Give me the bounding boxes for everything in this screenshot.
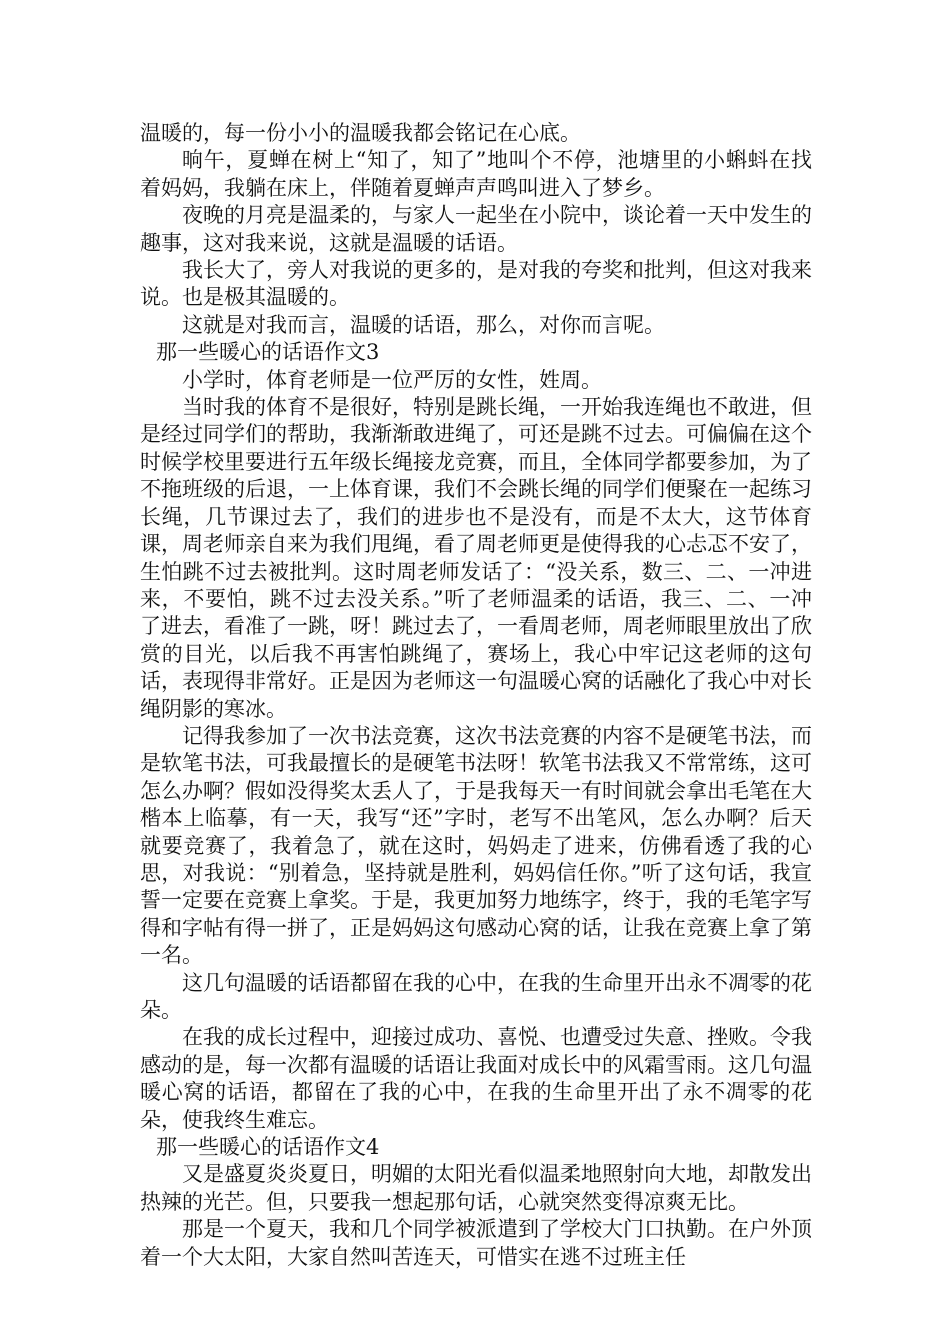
section-heading: 那一些暖心的话语作文4 (156, 1135, 380, 1160)
paragraph-continuation: 温暖的，每一份小小的温暖我都会铭记在心底。 (140, 121, 581, 145)
document-page (140, 120, 812, 1271)
paragraph: 我长大了，旁人对我说的更多的，是对我的夸奖和批判，但这对我来说。也是极其温暖的。 (140, 258, 812, 310)
paragraph: 夜晚的月亮是温柔的，与家人一起坐在小院中，谈论着一天中发生的趣事，这对我来说，这就是温暖的话语。 (140, 203, 812, 255)
paragraph: 晌午，夏蝉在树上“知了，知了”地叫个不停，池塘里的小蝌蚪在找着妈妈，我躺在床上，伴随着夏蝉声声鸣叫进入了梦乡。 (140, 148, 812, 200)
section-heading: 那一些暖心的话语作文3 (156, 340, 380, 365)
paragraph: 这就是对我而言，温暖的话语，那么，对你而言呢。 (182, 312, 665, 337)
paragraph: 小学时，体育老师是一位严厉的女性，姓周。 (182, 367, 602, 392)
paragraph: 在我的成长过程中，迎接过成功、喜悦、也遭受过失意、挫败。令我感动的是，每一次都有温暖的话语让我面对成长中的风霜雪雨。这几句温暖心窝的话语，都留在了我的心中，在我的生命里开出了永不凋零的花朵，使我终生难忘。 (140, 1025, 812, 1132)
paragraph: 那是一个夏天，我和几个同学被派遣到了学校大门口执勤。在户外顶着一个大太阳，大家自然叫苦连天，可惜实在逃不过班主任 (140, 1217, 812, 1269)
paragraph: 这几句温暖的话语都留在我的心中，在我的生命里开出永不凋零的花朵。 (140, 970, 812, 1022)
paragraph: 当时我的体育不是很好，特别是跳长绳，一开始我连绳也不敢进，但是经过同学们的帮助，我渐渐敢进绳了，可还是跳不过去。可偏偏在这个时候学校里要进行五年级长绳接龙竞赛，而且，全体同学都要参加，为了不拖班级的后退，一上体育课，我们不会跳长绳的同学们便聚在一起练习长绳，几节课过去了，我们的进步也不是没有，而是不太大，这节体育课，周老师亲自来为我们甩绳，看了周老师更是使得我的心忐忑不安了，生怕跳不过去被批判。这时周老师发话了：“没关系，数三、二、一冲进来，不要怕，跳不过去没关系。”听了老师温柔的话语，我三、二、一冲了进去，看准了一跳，呀！跳过去了，一看周老师，周老师眼里放出了欣赏的目光，以后我不再害怕跳绳了，赛场上，我心中牢记这老师的这句话，表现得非常好。正是因为老师这一句温暖心窝的话融化了我心中对长绳阴影的寒冰。 (140, 395, 812, 721)
paragraph: 又是盛夏炎炎夏日，明媚的太阳光看似温柔地照射向大地，却散发出热辣的光芒。但，只要我一想起那句话，心就突然变得凉爽无比。 (140, 1162, 812, 1214)
paragraph: 记得我参加了一次书法竞赛，这次书法竞赛的内容不是硬笔书法，而是软笔书法，可我最擅长的是硬笔书法呀！软笔书法我又不常常练，这可怎么办啊？假如没得奖太丢人了，于是我每天一有时间就会拿出毛笔在大楷本上临摹，有一天，我写“还”字时，老写不出笔风，怎么办啊？后天就要竞赛了，我着急了，就在这时，妈妈走了进来，仿佛看透了我的心思，对我说：“别着急，坚持就是胜利，妈妈信任你。”听了这句话，我宣誓一定要在竞赛上拿奖。于是，我更加努力地练字，终于，我的毛笔字写得和字帖有得一拼了，正是妈妈这句感动心窝的话，让我在竞赛上拿了第一名。 (140, 723, 812, 968)
